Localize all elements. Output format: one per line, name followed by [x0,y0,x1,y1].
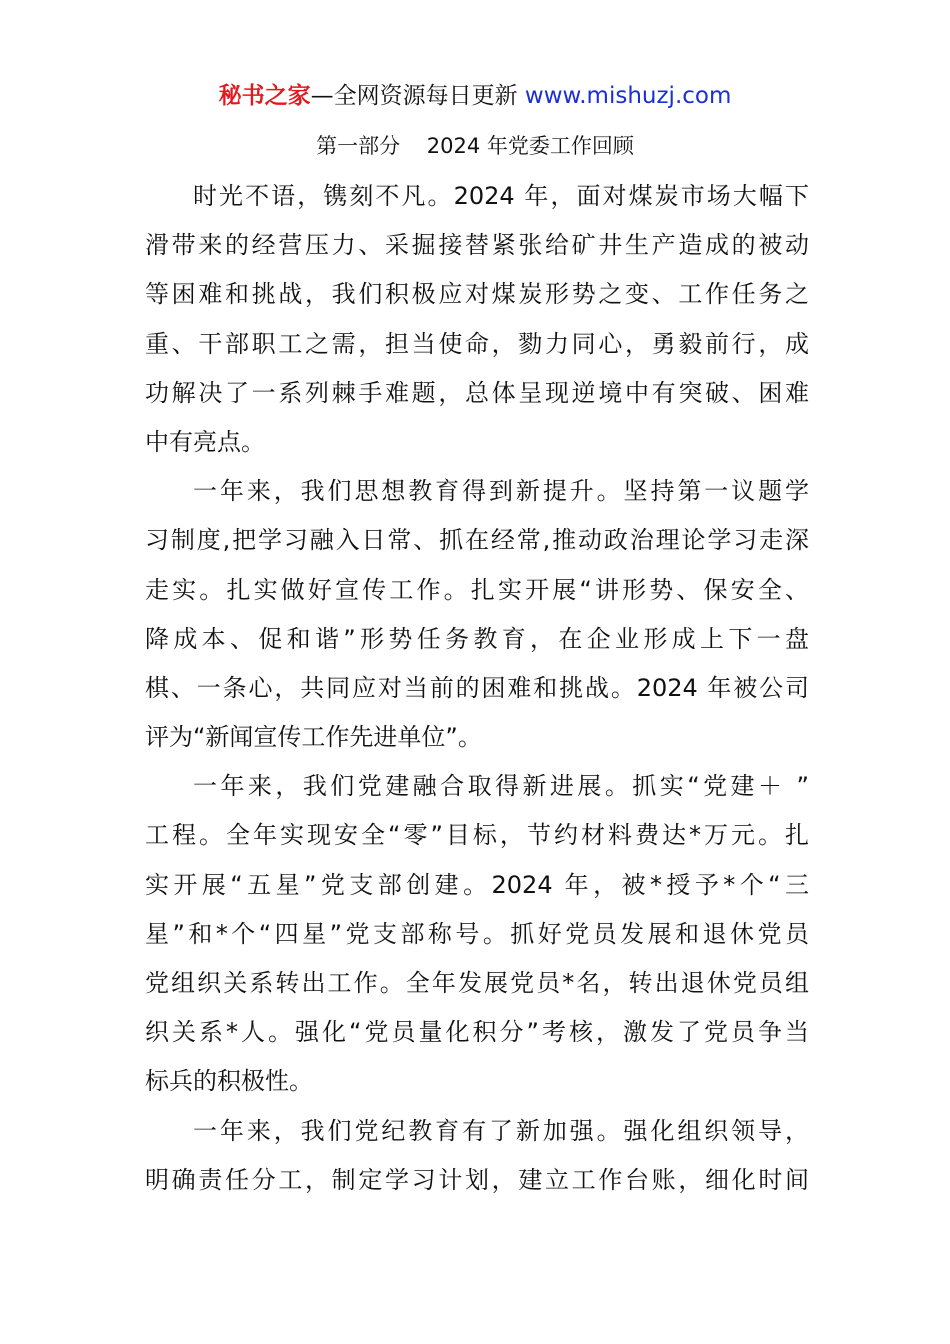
paragraph-line: 织关系*人。强化“党员量化积分”考核，激发了党员争当 [145,1018,809,1047]
document-body [145,172,809,1205]
paragraph-line: 滑带来的经营压力、采掘接替紧张给矿井生产造成的被动 [145,231,809,260]
paragraph-line: 一年来，我们思想教育得到新提升。坚持第一议题学 [193,477,809,506]
paragraph-line: 星”和*个“四星”党支部称号。抓好党员发展和退休党员 [145,919,809,948]
paragraph-line: 功解决了一系列棘手难题，总体呈现逆境中有突破、困难 [145,378,809,407]
paragraph-line: 一年来，我们党纪教育有了新加强。强化组织领导， [193,1116,809,1145]
paragraph-line: 走实。扎实做好宣传工作。扎实开展“讲形势、保安全、 [145,575,809,604]
paragraph-review-intro [145,172,809,467]
paragraph-line: 党组织关系转出工作。全年发展党员*名，转出退休党员组 [145,969,809,997]
paragraph-line: 中有亮点。 [145,427,265,456]
brand-name: 秘书之家 [218,83,311,109]
paragraph-party-building [145,762,809,1106]
paragraph-line: 实开展“五星”党支部创建。2024 年，被*授予*个“三 [145,870,809,899]
section-title: 第一部分 2024 年党委工作回顾 [316,134,634,158]
paragraph-line: 降成本、促和谐”形势任务教育，在企业形成上下一盘 [145,624,809,653]
paragraph-ideological-education [145,467,809,762]
paragraph-line: 等困难和挑战，我们积极应对煤炭形势之变、工作任务之 [145,280,809,309]
site-header [0,80,950,112]
paragraph-line: 时光不语，镌刻不凡。2024 年，面对煤炭市场大幅下 [193,182,809,210]
paragraph-line: 明确责任分工，制定学习计划，建立工作台账，细化时间 [145,1165,809,1194]
header-tagline: —全网资源每日更新 [310,83,525,109]
paragraph-line: 一年来，我们党建融合取得新进展。抓实“党建＋ ” [193,772,809,801]
site-url-link[interactable]: www.mishuzj.com [524,83,732,109]
paragraph-discipline-education [145,1107,809,1205]
paragraph-line: 工程。全年实现安全“零”目标，节约材料费达*万元。扎 [145,821,809,850]
paragraph-line: 评为“新闻宣传工作先进单位”。 [145,723,482,752]
paragraph-line: 重、干部职工之需，担当使命，勠力同心，勇毅前行，成 [145,329,809,358]
paragraph-line: 棋、一条心，共同应对当前的困难和挑战。2024 年被公司 [145,673,809,702]
paragraph-line: 习制度,把学习融入日常、抓在经常,推动政治理论学习走深 [145,526,809,555]
paragraph-line: 标兵的积极性。 [145,1067,313,1096]
